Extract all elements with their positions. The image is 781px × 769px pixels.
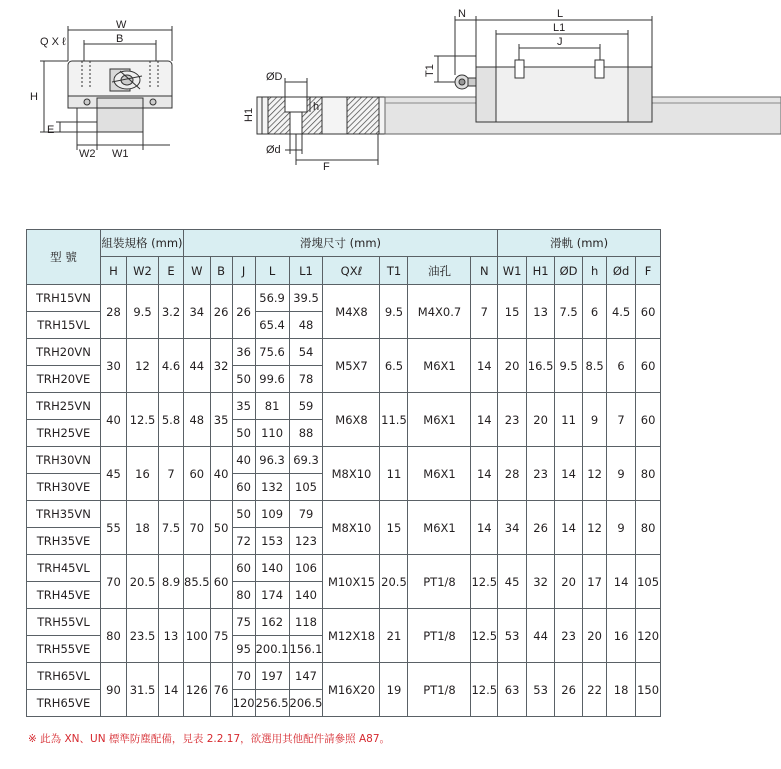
model-header: 型 號 — [27, 230, 101, 285]
cell-l1: 88 — [289, 420, 323, 447]
cell-l: 256.5 — [255, 690, 289, 717]
column-header: h — [583, 257, 607, 285]
cell-j: 40 — [232, 447, 255, 474]
cell-l: 140 — [255, 555, 289, 582]
table-row — [27, 393, 661, 420]
cell-l1: 48 — [289, 312, 323, 339]
cell-l: 109 — [255, 501, 289, 528]
spec-table — [26, 229, 661, 717]
cell-l1: 39.5 — [289, 285, 323, 312]
cell-l: 162 — [255, 609, 289, 636]
cell-h1: 16.5 — [527, 339, 555, 393]
cell-oil: M6X1 — [408, 339, 471, 393]
cell-e: 7.5 — [159, 501, 184, 555]
cell-w1: 15 — [498, 285, 527, 339]
cell-w: 48 — [184, 393, 211, 447]
cell-l: 65.4 — [255, 312, 289, 339]
column-header: N — [471, 257, 498, 285]
column-header: F — [636, 257, 661, 285]
cell-j: 26 — [232, 285, 255, 339]
cell-w1: 20 — [498, 339, 527, 393]
cell-h1: 32 — [527, 555, 555, 609]
cell-t1: 6.5 — [380, 339, 408, 393]
cell-qxl: M8X10 — [323, 447, 380, 501]
cell-j: 72 — [232, 528, 255, 555]
cell-l1: 147 — [289, 663, 323, 690]
cell-w2: 18 — [127, 501, 159, 555]
cell-h: 9 — [583, 393, 607, 447]
model-cell: TRH65VE — [27, 690, 101, 717]
cell-j: 120 — [232, 690, 255, 717]
cell-w2: 9.5 — [127, 285, 159, 339]
h-label: H — [30, 91, 38, 103]
l-label: L — [557, 8, 564, 20]
t1-label: T1 — [424, 64, 436, 77]
model-cell: TRH15VN — [27, 285, 101, 312]
cell-n: 14 — [471, 393, 498, 447]
cell-e: 7 — [159, 447, 184, 501]
cell-qxl: M16X20 — [323, 663, 380, 717]
cell-h1: 44 — [527, 609, 555, 663]
model-cell: TRH45VL — [27, 555, 101, 582]
model-cell: TRH20VE — [27, 366, 101, 393]
table-row — [27, 447, 661, 474]
cell-od: 20 — [555, 555, 583, 609]
cell-j: 35 — [232, 393, 255, 420]
cell-e: 3.2 — [159, 285, 184, 339]
model-cell: TRH30VE — [27, 474, 101, 501]
cell-j: 36 — [232, 339, 255, 366]
cell-w2: 31.5 — [127, 663, 159, 717]
qxl-label: Q X ℓ — [40, 36, 66, 48]
cell-l: 75.6 — [255, 339, 289, 366]
cell-w: 34 — [184, 285, 211, 339]
column-header: W — [184, 257, 211, 285]
cell-h1: 26 — [527, 501, 555, 555]
cell-od: 14 — [607, 555, 636, 609]
cell-l1: 105 — [289, 474, 323, 501]
cell-f: 60 — [636, 393, 661, 447]
cell-n: 7 — [471, 285, 498, 339]
cell-n: 12.5 — [471, 663, 498, 717]
cell-qxl: M6X8 — [323, 393, 380, 447]
cell-oil: PT1/8 — [408, 609, 471, 663]
cell-f: 80 — [636, 447, 661, 501]
cell-t1: 11.5 — [380, 393, 408, 447]
cell-l: 96.3 — [255, 447, 289, 474]
cell-l: 99.6 — [255, 366, 289, 393]
cell-l: 174 — [255, 582, 289, 609]
cell-od: 26 — [555, 663, 583, 717]
column-header: W2 — [127, 257, 159, 285]
cell-n: 12.5 — [471, 555, 498, 609]
cell-e: 4.6 — [159, 339, 184, 393]
cell-w1: 45 — [498, 555, 527, 609]
column-header: T1 — [380, 257, 408, 285]
cell-b: 50 — [210, 501, 232, 555]
cell-t1: 11 — [380, 447, 408, 501]
column-header: W1 — [498, 257, 527, 285]
j-label: J — [557, 36, 563, 48]
cell-od: 23 — [555, 609, 583, 663]
cell-h: 8.5 — [583, 339, 607, 393]
cell-f: 105 — [636, 555, 661, 609]
cell-b: 35 — [210, 393, 232, 447]
cell-f: 120 — [636, 609, 661, 663]
table-row — [27, 501, 661, 528]
b-label: B — [116, 33, 124, 45]
cell-n: 14 — [471, 501, 498, 555]
cell-h: 17 — [583, 555, 607, 609]
h1-label: H1 — [243, 107, 255, 122]
cell-w: 126 — [184, 663, 211, 717]
cell-l1: 78 — [289, 366, 323, 393]
cell-w2: 12.5 — [127, 393, 159, 447]
model-cell: TRH15VL — [27, 312, 101, 339]
cell-oil: M6X1 — [408, 501, 471, 555]
l1-label: L1 — [553, 22, 566, 34]
cell-h1: 23 — [527, 447, 555, 501]
cell-qxl: M12X18 — [323, 609, 380, 663]
w-label: W — [116, 19, 127, 31]
cell-b: 75 — [210, 609, 232, 663]
cell-w2: 20.5 — [127, 555, 159, 609]
cell-oil: PT1/8 — [408, 555, 471, 609]
cell-j: 60 — [232, 474, 255, 501]
cell-od: 18 — [607, 663, 636, 717]
cell-l: 200.1 — [255, 636, 289, 663]
cell-h1: 53 — [527, 663, 555, 717]
block-header: 滑塊尺寸 (mm) — [184, 230, 498, 257]
cell-h: 55 — [101, 501, 127, 555]
cell-od: 6 — [607, 339, 636, 393]
cell-h: 6 — [583, 285, 607, 339]
column-header: H1 — [527, 257, 555, 285]
table-row — [27, 663, 661, 690]
assembly-header: 組裝規格 (mm) — [101, 230, 184, 257]
rail-header: 滑軌 (mm) — [498, 230, 661, 257]
cell-w1: 34 — [498, 501, 527, 555]
cell-h: 45 — [101, 447, 127, 501]
cell-l: 110 — [255, 420, 289, 447]
cell-j: 50 — [232, 501, 255, 528]
cell-w: 70 — [184, 501, 211, 555]
cell-f: 150 — [636, 663, 661, 717]
column-header: B — [210, 257, 232, 285]
cell-l: 153 — [255, 528, 289, 555]
cell-w1: 23 — [498, 393, 527, 447]
cell-j: 80 — [232, 582, 255, 609]
cell-l1: 69.3 — [289, 447, 323, 474]
cell-od: 9.5 — [555, 339, 583, 393]
cell-h: 70 — [101, 555, 127, 609]
cell-l1: 106 — [289, 555, 323, 582]
cell-qxl: M4X8 — [323, 285, 380, 339]
cell-b: 32 — [210, 339, 232, 393]
cell-od: 9 — [607, 501, 636, 555]
cell-h: 12 — [583, 501, 607, 555]
cell-b: 40 — [210, 447, 232, 501]
cell-h: 12 — [583, 447, 607, 501]
cell-l1: 140 — [289, 582, 323, 609]
column-header: QXℓ — [323, 257, 380, 285]
cell-e: 14 — [159, 663, 184, 717]
cell-od: 14 — [555, 501, 583, 555]
cell-f: 80 — [636, 501, 661, 555]
h-small-label: h — [313, 101, 320, 113]
e-label: E — [47, 124, 55, 136]
column-header: L — [255, 257, 289, 285]
cell-od: 11 — [555, 393, 583, 447]
cell-od: 7 — [607, 393, 636, 447]
cell-f: 60 — [636, 285, 661, 339]
w2-label: W2 — [79, 148, 96, 160]
cell-h: 90 — [101, 663, 127, 717]
cell-b: 76 — [210, 663, 232, 717]
cell-h: 80 — [101, 609, 127, 663]
cell-b: 26 — [210, 285, 232, 339]
cell-od: 9 — [607, 447, 636, 501]
model-cell: TRH30VN — [27, 447, 101, 474]
cell-b: 60 — [210, 555, 232, 609]
cell-h: 28 — [101, 285, 127, 339]
w1-label: W1 — [112, 148, 129, 160]
cell-oil: M4X0.7 — [408, 285, 471, 339]
column-header: Ød — [607, 257, 636, 285]
cell-od: 4.5 — [607, 285, 636, 339]
cell-j: 50 — [232, 420, 255, 447]
cell-w2: 23.5 — [127, 609, 159, 663]
table-row — [27, 609, 661, 636]
cell-t1: 15 — [380, 501, 408, 555]
cell-l: 132 — [255, 474, 289, 501]
cell-w1: 53 — [498, 609, 527, 663]
model-cell: TRH65VL — [27, 663, 101, 690]
cell-h1: 20 — [527, 393, 555, 447]
cell-j: 95 — [232, 636, 255, 663]
cell-w2: 12 — [127, 339, 159, 393]
technical-drawings — [0, 0, 781, 225]
cell-j: 75 — [232, 609, 255, 636]
cell-e: 13 — [159, 609, 184, 663]
cell-e: 8.9 — [159, 555, 184, 609]
cell-h: 20 — [583, 609, 607, 663]
cell-j: 70 — [232, 663, 255, 690]
cell-od: 16 — [607, 609, 636, 663]
cell-n: 12.5 — [471, 609, 498, 663]
model-cell: TRH35VN — [27, 501, 101, 528]
od-small-label: Ød — [266, 144, 281, 156]
od-big-label: ØD — [266, 71, 283, 83]
cell-w1: 28 — [498, 447, 527, 501]
cell-n: 14 — [471, 339, 498, 393]
cell-j: 60 — [232, 555, 255, 582]
table-row — [27, 285, 661, 312]
cell-h1: 13 — [527, 285, 555, 339]
table-row — [27, 555, 661, 582]
cell-t1: 9.5 — [380, 285, 408, 339]
table-row — [27, 339, 661, 366]
cell-od: 14 — [555, 447, 583, 501]
cell-l1: 59 — [289, 393, 323, 420]
cell-t1: 19 — [380, 663, 408, 717]
cell-t1: 20.5 — [380, 555, 408, 609]
cell-qxl: M10X15 — [323, 555, 380, 609]
cell-e: 5.8 — [159, 393, 184, 447]
footnote: ※ 此為 XN、UN 標準防塵配備，見表 2.2.17，欲選用其他配件請參照 A87。 — [28, 733, 391, 745]
cell-f: 60 — [636, 339, 661, 393]
cell-oil: M6X1 — [408, 393, 471, 447]
cell-w2: 16 — [127, 447, 159, 501]
model-cell: TRH35VE — [27, 528, 101, 555]
model-cell: TRH45VE — [27, 582, 101, 609]
cell-od: 7.5 — [555, 285, 583, 339]
cell-w: 60 — [184, 447, 211, 501]
cell-w: 100 — [184, 609, 211, 663]
cell-h: 30 — [101, 339, 127, 393]
column-header: E — [159, 257, 184, 285]
cell-t1: 21 — [380, 609, 408, 663]
cell-qxl: M8X10 — [323, 501, 380, 555]
cell-l1: 79 — [289, 501, 323, 528]
model-cell: TRH55VE — [27, 636, 101, 663]
side-view-drawing — [385, 16, 781, 134]
cell-w: 44 — [184, 339, 211, 393]
cell-h: 22 — [583, 663, 607, 717]
model-cell: TRH25VN — [27, 393, 101, 420]
cell-l1: 206.5 — [289, 690, 323, 717]
cell-l1: 123 — [289, 528, 323, 555]
cell-l1: 156.1 — [289, 636, 323, 663]
cell-oil: M6X1 — [408, 447, 471, 501]
n-label: N — [458, 8, 466, 20]
cell-l: 56.9 — [255, 285, 289, 312]
cell-l1: 54 — [289, 339, 323, 366]
cell-l1: 118 — [289, 609, 323, 636]
cell-n: 14 — [471, 447, 498, 501]
column-header: H — [101, 257, 127, 285]
cell-l: 197 — [255, 663, 289, 690]
column-header: ØD — [555, 257, 583, 285]
cell-oil: PT1/8 — [408, 663, 471, 717]
column-header: J — [232, 257, 255, 285]
cell-j: 50 — [232, 366, 255, 393]
f-label: F — [323, 161, 330, 173]
cell-w1: 63 — [498, 663, 527, 717]
cell-qxl: M5X7 — [323, 339, 380, 393]
model-cell: TRH20VN — [27, 339, 101, 366]
column-header: L1 — [289, 257, 323, 285]
cell-l: 81 — [255, 393, 289, 420]
model-cell: TRH55VL — [27, 609, 101, 636]
column-header: 油孔 — [408, 257, 471, 285]
cell-w: 85.5 — [184, 555, 211, 609]
cell-h: 40 — [101, 393, 127, 447]
model-cell: TRH25VE — [27, 420, 101, 447]
